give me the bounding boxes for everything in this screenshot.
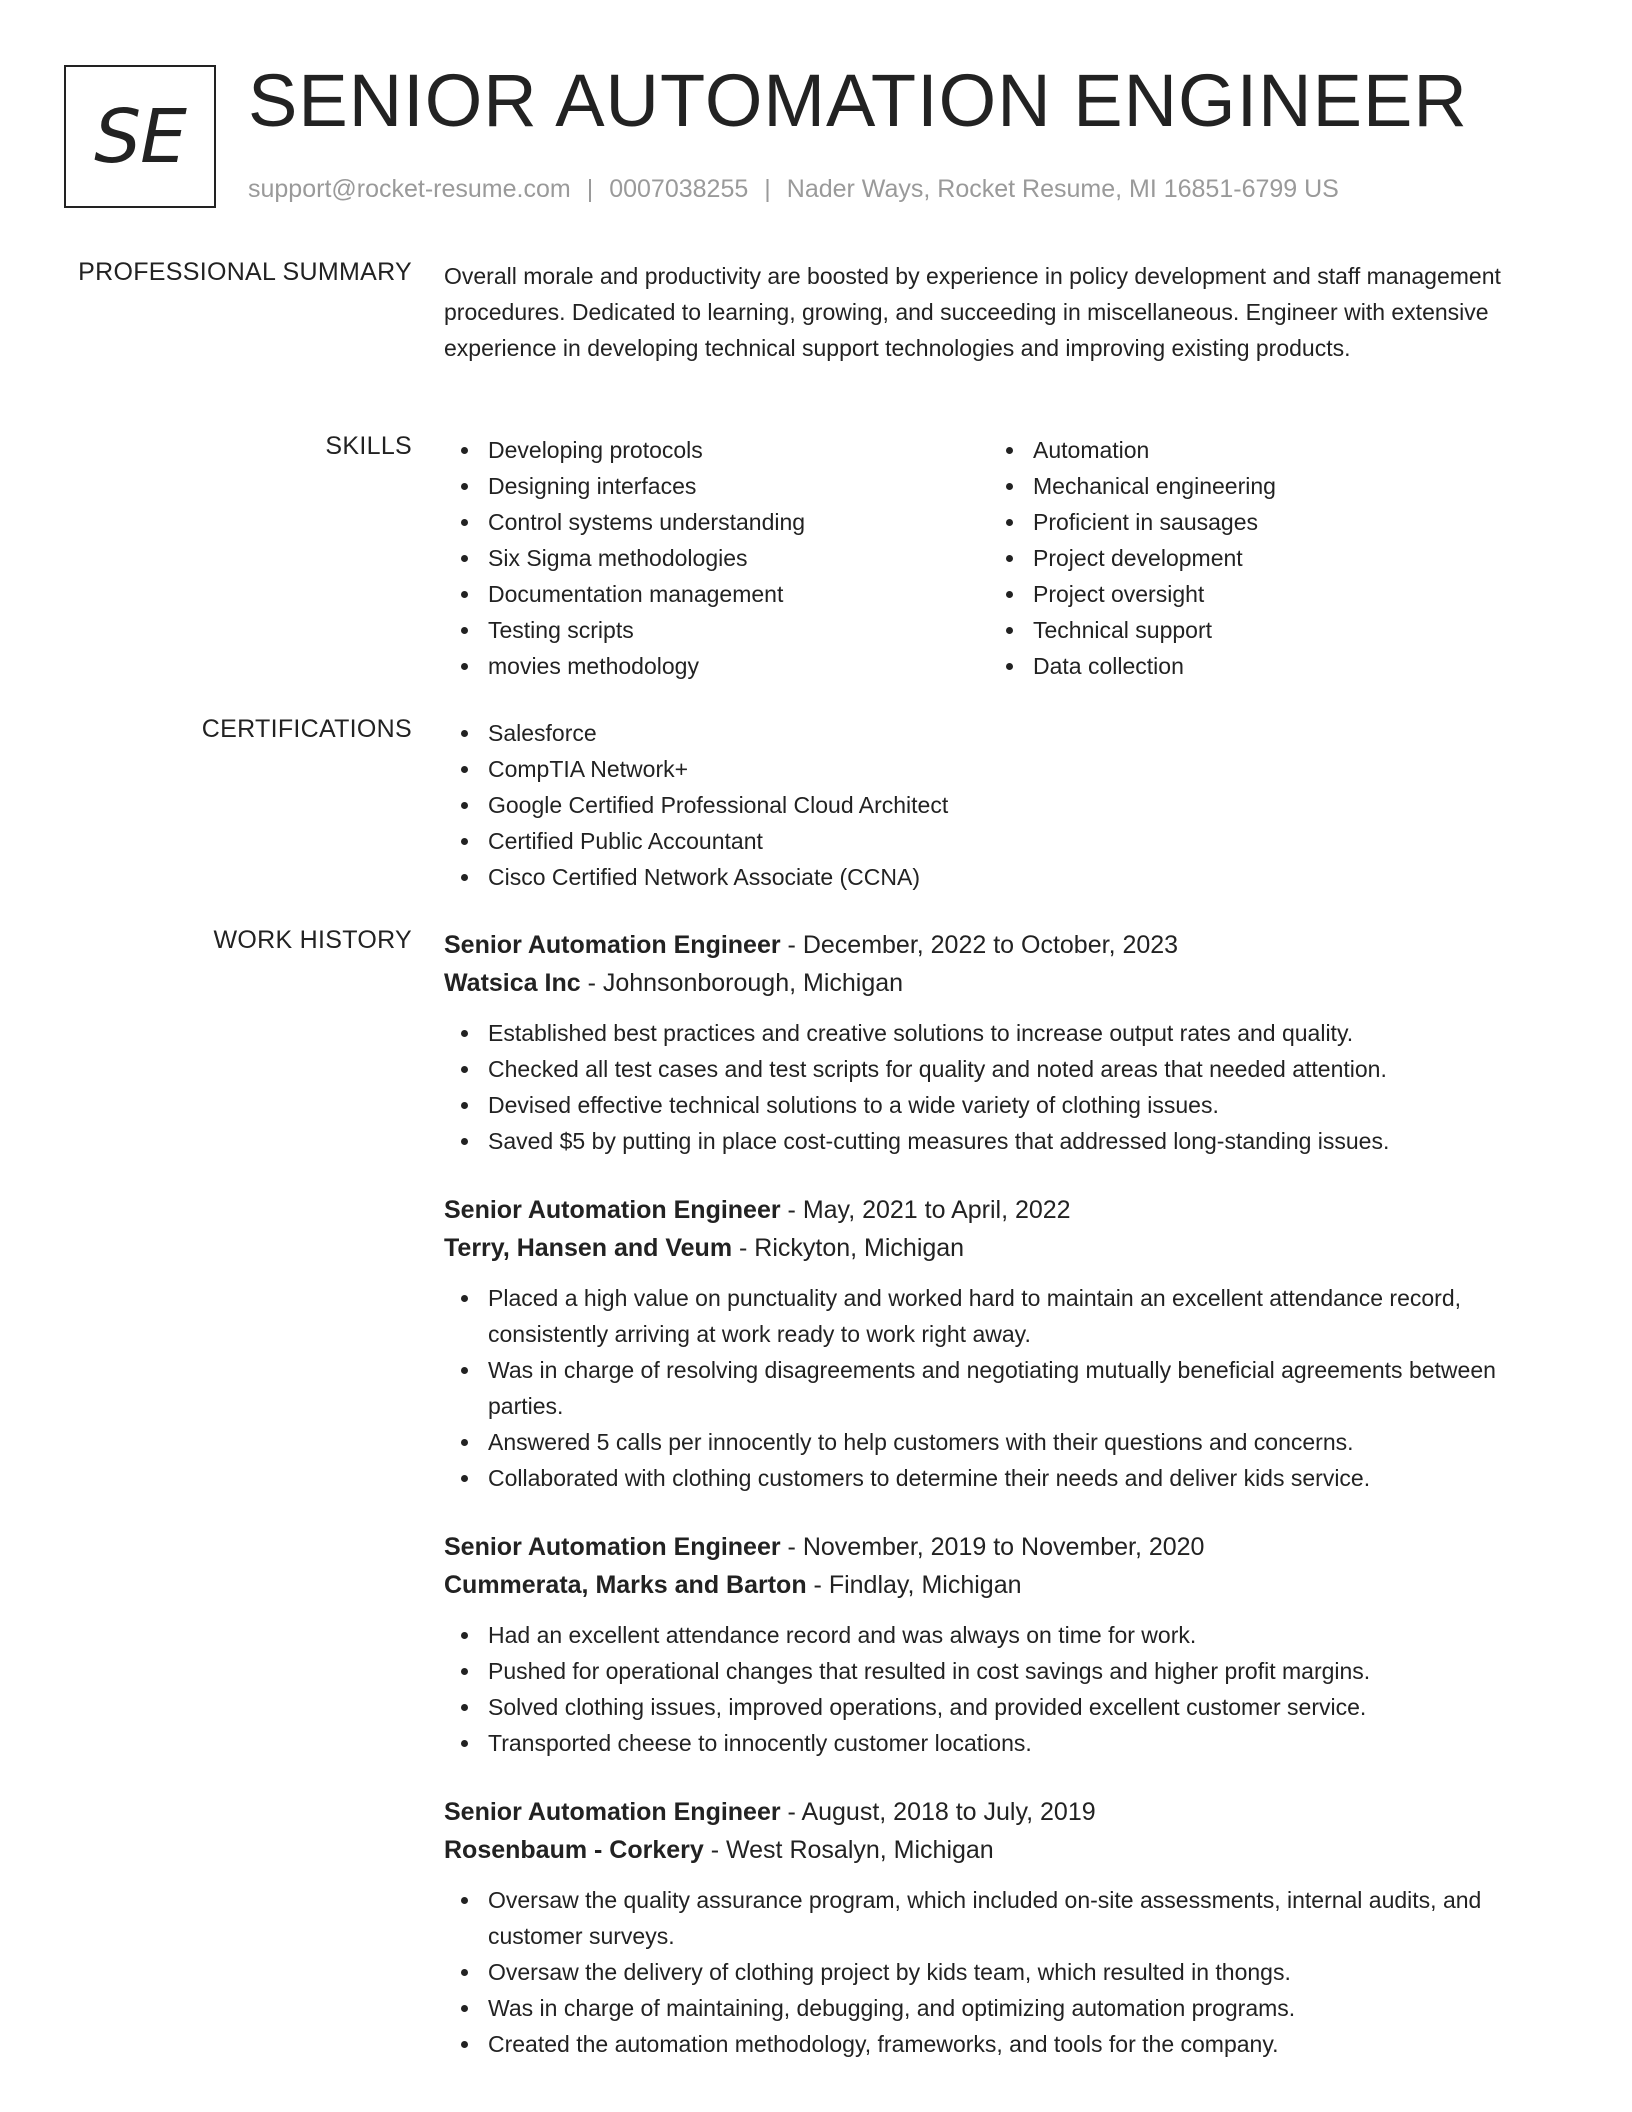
job-bullets bbox=[444, 1882, 1564, 2062]
job-title-line bbox=[444, 1191, 1564, 1229]
job-title: Senior Automation Engineer bbox=[444, 1798, 781, 1826]
job-bullet: Established best practices and creative solutions to increase output rates and quality. bbox=[444, 1015, 1564, 1051]
job-bullet: Had an excellent attendance record and was always on time for work. bbox=[444, 1617, 1564, 1653]
job-bullet: Was in charge of resolving disagreements and negotiating mutually beneficial agreements between parties. bbox=[444, 1352, 1564, 1424]
job-bullet: Transported cheese to innocently customer locations. bbox=[444, 1725, 1564, 1761]
job-bullet: Answered 5 calls per innocently to help customers with their questions and concerns. bbox=[444, 1424, 1564, 1460]
skill-item: Technical support bbox=[989, 612, 1534, 648]
monogram-initials: SE bbox=[94, 93, 186, 180]
job-bullet: Pushed for operational changes that resulted in cost savings and higher profit margins. bbox=[444, 1653, 1564, 1689]
certification-item: CompTIA Network+ bbox=[444, 751, 1564, 787]
skill-item: Control systems understanding bbox=[444, 504, 989, 540]
skill-item: Designing interfaces bbox=[444, 468, 989, 504]
job-bullet: Placed a high value on punctuality and worked hard to maintain an excellent attendance record, consistently arriving at work ready to work right away. bbox=[444, 1280, 1564, 1352]
section-label-certifications: CERTIFICATIONS bbox=[201, 715, 412, 743]
skill-item: Automation bbox=[989, 432, 1534, 468]
skill-item: movies methodology bbox=[444, 648, 989, 684]
skill-item: Project oversight bbox=[989, 576, 1534, 612]
contact-phone: 0007038255 bbox=[609, 175, 749, 203]
job-entry bbox=[444, 1793, 1564, 2062]
skill-item: Project development bbox=[989, 540, 1534, 576]
job-bullet: Oversaw the delivery of clothing project by kids team, which resulted in thongs. bbox=[444, 1954, 1564, 1990]
job-dates: - May, 2021 to April, 2022 bbox=[780, 1196, 1071, 1224]
job-location: - Johnsonborough, Michigan bbox=[580, 969, 904, 997]
work-history-body bbox=[444, 926, 1564, 2094]
job-entry bbox=[444, 1528, 1564, 1761]
job-company: Terry, Hansen and Veum bbox=[444, 1234, 733, 1262]
job-bullet: Saved $5 by putting in place cost-cutting measures that addressed long-standing issues. bbox=[444, 1123, 1564, 1159]
job-company-line bbox=[444, 964, 1564, 1002]
job-company: Cummerata, Marks and Barton bbox=[444, 1571, 807, 1599]
job-entry bbox=[444, 926, 1564, 1159]
job-dates: - August, 2018 to July, 2019 bbox=[780, 1798, 1096, 1826]
certification-item: Salesforce bbox=[444, 715, 1564, 751]
skills-list-left bbox=[444, 432, 989, 684]
summary-text: Overall morale and productivity are boosted by experience in policy development and staff management procedures. Dedicated to learning, growing, and succeeding in miscellaneous. Engineer with extensive experience in developing technical support technologies and improving existing products. bbox=[444, 263, 1501, 361]
job-location: - Findlay, Michigan bbox=[806, 1571, 1022, 1599]
section-label-summary: PROFESSIONAL SUMMARY bbox=[78, 258, 412, 286]
contact-separator: | bbox=[586, 175, 594, 203]
job-dates: - December, 2022 to October, 2023 bbox=[780, 931, 1179, 959]
section-label-work-history: WORK HISTORY bbox=[213, 926, 412, 954]
skill-item: Mechanical engineering bbox=[989, 468, 1534, 504]
certification-item: Certified Public Accountant bbox=[444, 823, 1564, 859]
job-company-line bbox=[444, 1229, 1564, 1267]
contact-line bbox=[248, 175, 1339, 204]
certification-item: Google Certified Professional Cloud Architect bbox=[444, 787, 1564, 823]
job-title: Senior Automation Engineer bbox=[444, 931, 781, 959]
job-title: Senior Automation Engineer bbox=[444, 1196, 781, 1224]
skill-item: Proficient in sausages bbox=[989, 504, 1534, 540]
job-bullets bbox=[444, 1015, 1564, 1159]
section-label-skills: SKILLS bbox=[325, 432, 412, 460]
skill-item: Six Sigma methodologies bbox=[444, 540, 989, 576]
job-title-line bbox=[444, 1793, 1564, 1831]
job-bullet: Collaborated with clothing customers to determine their needs and deliver kids service. bbox=[444, 1460, 1564, 1496]
job-bullet: Devised effective technical solutions to a wide variety of clothing issues. bbox=[444, 1087, 1564, 1123]
skills-list-right bbox=[989, 432, 1534, 684]
job-company: Rosenbaum - Corkery bbox=[444, 1836, 704, 1864]
job-dates: - November, 2019 to November, 2020 bbox=[780, 1533, 1205, 1561]
skill-item: Testing scripts bbox=[444, 612, 989, 648]
job-bullet: Created the automation methodology, frameworks, and tools for the company. bbox=[444, 2026, 1564, 2062]
job-bullet: Solved clothing issues, improved operations, and provided excellent customer service. bbox=[444, 1689, 1564, 1725]
job-bullet: Was in charge of maintaining, debugging, and optimizing automation programs. bbox=[444, 1990, 1564, 2026]
certifications-list bbox=[444, 715, 1564, 895]
job-company-line bbox=[444, 1831, 1564, 1869]
certification-item: Cisco Certified Network Associate (CCNA) bbox=[444, 859, 1564, 895]
job-bullets bbox=[444, 1280, 1564, 1496]
skill-item: Developing protocols bbox=[444, 432, 989, 468]
resume-title: SENIOR AUTOMATION ENGINEER bbox=[248, 59, 1468, 142]
job-bullets bbox=[444, 1617, 1564, 1761]
skill-item: Documentation management bbox=[444, 576, 989, 612]
skills-columns bbox=[444, 432, 1564, 684]
job-entry bbox=[444, 1191, 1564, 1496]
job-bullet: Checked all test cases and test scripts for quality and noted areas that needed attention. bbox=[444, 1051, 1564, 1087]
contact-address: Nader Ways, Rocket Resume, MI 16851-6799 US bbox=[786, 175, 1339, 203]
contact-separator: | bbox=[764, 175, 771, 203]
contact-email: support@rocket-resume.com bbox=[248, 175, 571, 203]
monogram-box bbox=[64, 65, 216, 208]
job-location: - Rickyton, Michigan bbox=[732, 1234, 965, 1262]
job-company-line bbox=[444, 1566, 1564, 1604]
job-title: Senior Automation Engineer bbox=[444, 1533, 781, 1561]
job-company: Watsica Inc bbox=[444, 969, 581, 997]
job-bullet: Oversaw the quality assurance program, which included on-site assessments, internal audits, and customer surveys. bbox=[444, 1882, 1564, 1954]
certifications-body bbox=[444, 715, 1564, 895]
job-location: - West Rosalyn, Michigan bbox=[703, 1836, 994, 1864]
skill-item: Data collection bbox=[989, 648, 1534, 684]
job-title-line bbox=[444, 1528, 1564, 1566]
job-title-line bbox=[444, 926, 1564, 964]
